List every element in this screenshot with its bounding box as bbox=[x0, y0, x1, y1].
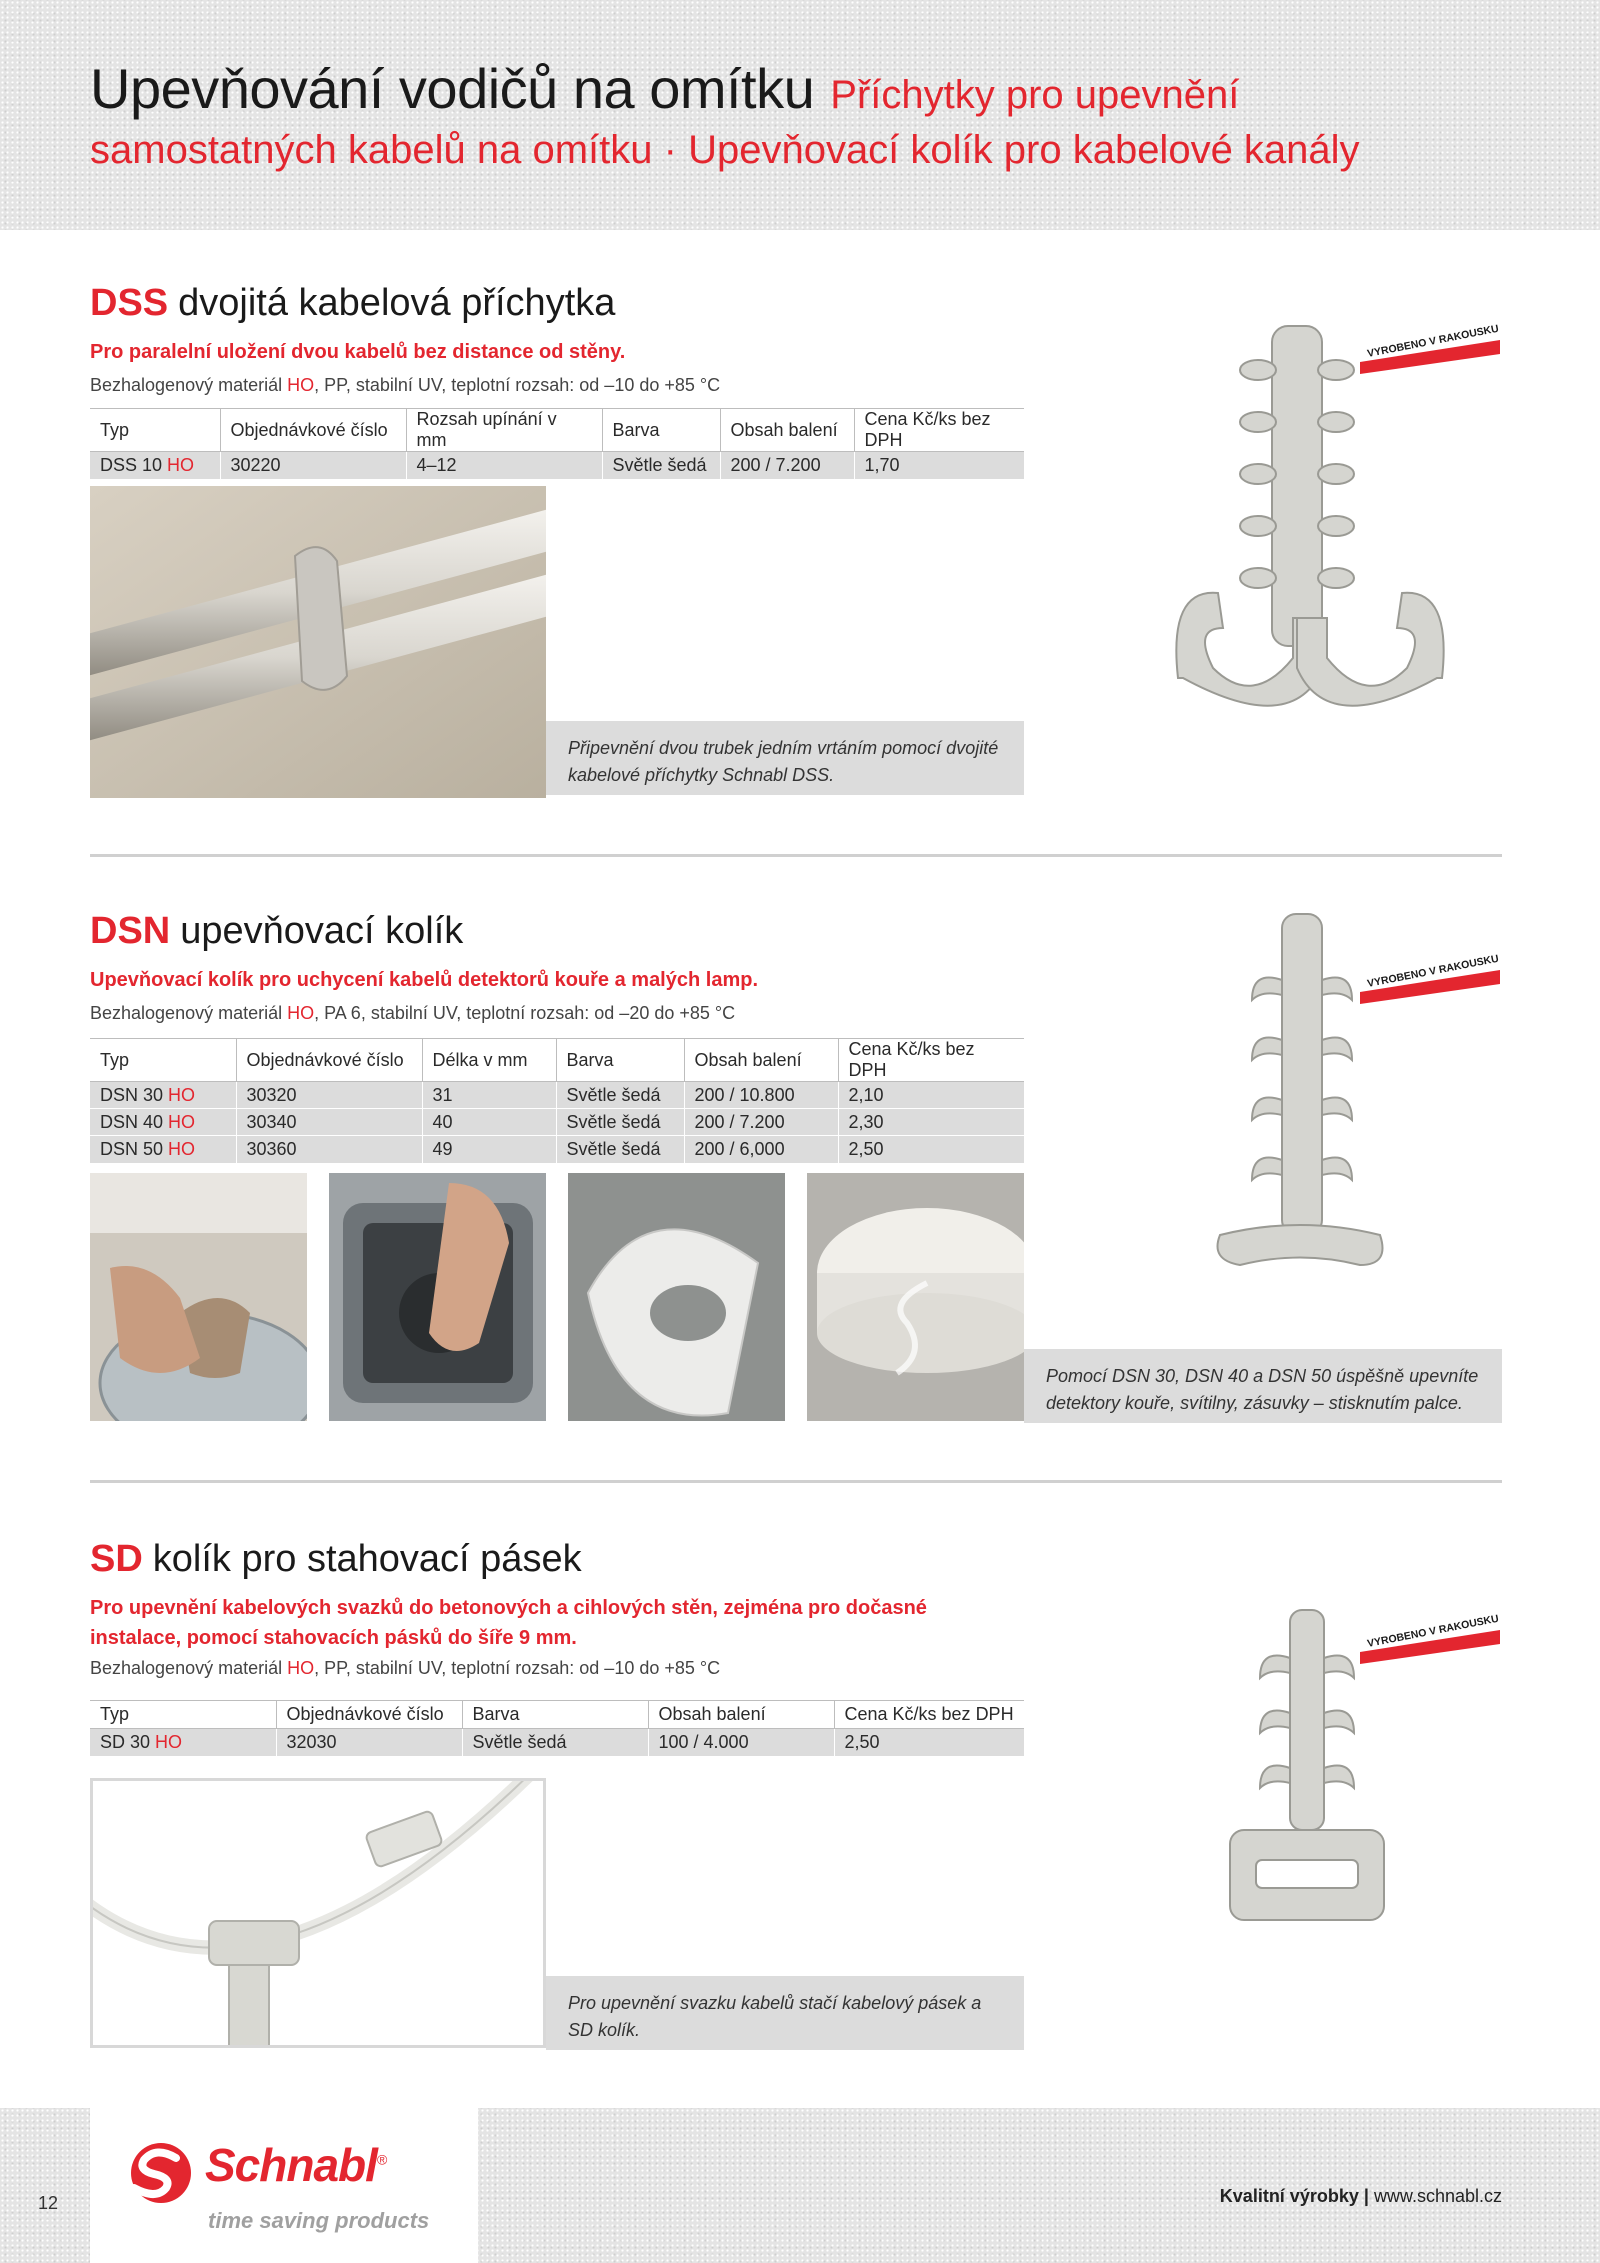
sd-title bbox=[90, 1538, 582, 1581]
dsn-photo-socket-image bbox=[329, 1173, 546, 1421]
dsn-code: DSN bbox=[90, 910, 171, 952]
dsn-cell-color: Světle šedá bbox=[556, 1136, 684, 1163]
dss-caption: Připevnění dvou trubek jedním vrtáním pomocí dvojité kabelové příchytky Schnabl DSS. bbox=[546, 721, 1024, 795]
dsn-cell-color: Světle šedá bbox=[556, 1109, 684, 1136]
dsn-photo-lamp bbox=[90, 1173, 307, 1421]
dsn-col-color: Barva bbox=[556, 1039, 684, 1082]
dss-type-text: DSS 10 bbox=[100, 454, 168, 475]
dss-col-order: Objednávkové číslo bbox=[220, 409, 406, 452]
dsn-cell-type bbox=[90, 1136, 236, 1163]
dss-title bbox=[90, 282, 615, 325]
dss-photo bbox=[90, 486, 546, 798]
dsn-col-pack: Obsah balení bbox=[684, 1039, 838, 1082]
sd-type-ho: HO bbox=[155, 1731, 183, 1752]
dsn-photo-smoke-detector bbox=[807, 1173, 1024, 1421]
made-in-austria-badge bbox=[1360, 318, 1500, 374]
sd-col-color: Barva bbox=[462, 1701, 648, 1729]
dsn-cell-order: 30320 bbox=[236, 1082, 422, 1109]
sd-photo bbox=[90, 1778, 546, 2048]
sd-cell-type bbox=[90, 1729, 276, 1756]
sd-photo-image bbox=[93, 1781, 543, 2045]
dss-type-ho: HO bbox=[167, 454, 195, 475]
sd-caption: Pro upevnění svazku kabelů stačí kabelový pásek a SD kolík. bbox=[546, 1976, 1024, 2050]
dsn-photo-lamp-image bbox=[90, 1173, 307, 1421]
page-subtitle-part1: Příchytky pro upevnění bbox=[830, 73, 1240, 117]
footer-website-link[interactable]: www.schnabl.cz bbox=[1373, 2186, 1502, 2206]
logo-wordmark bbox=[205, 2138, 386, 2192]
dsn-cell-price: 2,10 bbox=[838, 1082, 1024, 1109]
sd-code: SD bbox=[90, 1538, 143, 1580]
dss-col-color: Barva bbox=[602, 409, 720, 452]
dss-material-ho: HO bbox=[287, 375, 315, 395]
sd-material-ho: HO bbox=[287, 1658, 315, 1678]
dss-product-image bbox=[1120, 318, 1500, 748]
sd-cell-order: 32030 bbox=[276, 1729, 462, 1756]
dsn-type-ho: HO bbox=[168, 1138, 196, 1159]
dss-material-prefix: Bezhalogenový materiál bbox=[90, 375, 288, 395]
table-row bbox=[90, 1109, 1024, 1136]
sd-cell-color: Světle šedá bbox=[462, 1729, 648, 1756]
page-footer bbox=[0, 2108, 1600, 2263]
sd-type-text: SD 30 bbox=[100, 1731, 156, 1752]
dsn-material-prefix: Bezhalogenový materiál bbox=[90, 1003, 288, 1023]
dsn-type-text: DSN 30 bbox=[100, 1084, 169, 1105]
dss-col-price: Cena Kč/ks bez DPH bbox=[854, 409, 1024, 452]
dsn-lead: Upevňovací kolík pro uchycení kabelů detektorů kouře a malých lamp. bbox=[90, 969, 758, 991]
dsn-name: upevňovací kolík bbox=[180, 910, 464, 952]
sd-spec-table bbox=[90, 1700, 1024, 1756]
dsn-material bbox=[90, 1003, 735, 1024]
dsn-cell-order: 30340 bbox=[236, 1109, 422, 1136]
dss-cell-pack: 200 / 7.200 bbox=[720, 452, 854, 479]
dsn-col-order: Objednávkové číslo bbox=[236, 1039, 422, 1082]
dsn-col-type: Typ bbox=[90, 1039, 236, 1082]
sd-col-order: Objednávkové číslo bbox=[276, 1701, 462, 1729]
table-row bbox=[90, 1082, 1024, 1109]
dsn-cell-color: Světle šedá bbox=[556, 1082, 684, 1109]
sd-material-prefix: Bezhalogenový materiál bbox=[90, 1658, 288, 1678]
dsn-type-text: DSN 40 bbox=[100, 1111, 169, 1132]
dss-col-type: Typ bbox=[90, 409, 220, 452]
dsn-spec-table bbox=[90, 1038, 1024, 1163]
dsn-type-ho: HO bbox=[168, 1084, 196, 1105]
dsn-material-suffix: , PA 6, stabilní UV, teplotní rozsah: od –20 do +85 °C bbox=[314, 1003, 736, 1023]
schnabl-logo-icon bbox=[126, 2138, 196, 2208]
dss-cell-type bbox=[90, 452, 220, 479]
section-divider bbox=[90, 1480, 1502, 1483]
section-dsn bbox=[90, 910, 1502, 1430]
footer-separator: | bbox=[1363, 2186, 1369, 2206]
dsn-cell-pack: 200 / 7.200 bbox=[684, 1109, 838, 1136]
dsn-photo-base-image bbox=[568, 1173, 785, 1421]
sd-cell-price: 2,50 bbox=[834, 1729, 1024, 1756]
page-title bbox=[90, 56, 1239, 121]
dsn-col-price: Cena Kč/ks bez DPH bbox=[838, 1039, 1024, 1082]
section-divider bbox=[90, 854, 1502, 857]
badge-text: VYROBENO V RAKOUSKU bbox=[1366, 1612, 1500, 1650]
table-row bbox=[90, 1729, 1024, 1756]
dss-lead: Pro paralelní uložení dvou kabelů bez distance od stěny. bbox=[90, 341, 626, 363]
dss-cell-price: 1,70 bbox=[854, 452, 1024, 479]
sd-col-type: Typ bbox=[90, 1701, 276, 1729]
dss-table-header bbox=[90, 409, 1024, 452]
dsn-cell-length: 40 bbox=[422, 1109, 556, 1136]
dsn-material-ho: HO bbox=[287, 1003, 315, 1023]
dss-material bbox=[90, 375, 720, 396]
sd-table-header bbox=[90, 1701, 1024, 1729]
badge-text: VYROBENO V RAKOUSKU bbox=[1366, 322, 1500, 360]
section-dss bbox=[90, 282, 1502, 802]
dsn-cell-type bbox=[90, 1109, 236, 1136]
page-number: 12 bbox=[38, 2193, 59, 2213]
footer-info bbox=[1220, 2186, 1502, 2207]
dsn-cell-price: 2,50 bbox=[838, 1136, 1024, 1163]
dss-material-suffix: , PP, stabilní UV, teplotní rozsah: od –10 do +85 °C bbox=[314, 375, 721, 395]
sd-material-suffix: , PP, stabilní UV, teplotní rozsah: od –10 do +85 °C bbox=[314, 1658, 721, 1678]
sd-col-price: Cena Kč/ks bez DPH bbox=[834, 1701, 1024, 1729]
dsn-cell-length: 49 bbox=[422, 1136, 556, 1163]
logo-name: Schnabl bbox=[205, 2139, 377, 2191]
sd-cell-pack: 100 / 4.000 bbox=[648, 1729, 834, 1756]
dss-code: DSS bbox=[90, 282, 169, 324]
table-row bbox=[90, 452, 1024, 479]
dsn-cell-type bbox=[90, 1082, 236, 1109]
dsn-cell-order: 30360 bbox=[236, 1136, 422, 1163]
dss-cell-color: Světle šedá bbox=[602, 452, 720, 479]
sd-name: kolík pro stahovací pásek bbox=[152, 1538, 582, 1580]
dss-col-range: Rozsah upínání v mm bbox=[406, 409, 602, 452]
dsn-type-ho: HO bbox=[168, 1111, 196, 1132]
dsn-table-header bbox=[90, 1039, 1024, 1082]
dss-photo-image bbox=[90, 486, 546, 798]
dsn-title bbox=[90, 910, 463, 953]
dsn-photo-base bbox=[568, 1173, 785, 1421]
sd-lead: Pro upevnění kabelových svazků do betonových a cihlových stěn, zejména pro dočasné instalace, pomocí stahovacích pásků do šíře 9 mm. bbox=[90, 1597, 927, 1649]
dss-spec-table bbox=[90, 408, 1024, 479]
made-in-austria-badge bbox=[1360, 1608, 1500, 1664]
page-subtitle-part2: samostatných kabelů na omítku · Upevňovací kolík pro kabelové kanály bbox=[90, 128, 1360, 172]
badge-text: VYROBENO V RAKOUSKU bbox=[1366, 952, 1500, 990]
dsn-cell-pack: 200 / 6,000 bbox=[684, 1136, 838, 1163]
dsn-caption: Pomocí DSN 30, DSN 40 a DSN 50 úspěšně upevníte detektory kouře, svítilny, zásuvky – stisknutím palce. bbox=[1024, 1349, 1502, 1423]
sd-col-pack: Obsah balení bbox=[648, 1701, 834, 1729]
page-title-text: Upevňování vodičů na omítku bbox=[90, 57, 815, 120]
dss-col-pack: Obsah balení bbox=[720, 409, 854, 452]
dsn-photo-smoke-detector-image bbox=[807, 1173, 1024, 1421]
page-header bbox=[0, 0, 1600, 230]
dsn-photo-socket bbox=[329, 1173, 546, 1421]
made-in-austria-badge bbox=[1360, 948, 1500, 1004]
dss-cell-range: 4–12 bbox=[406, 452, 602, 479]
dss-cell-order: 30220 bbox=[220, 452, 406, 479]
dsn-cell-pack: 200 / 10.800 bbox=[684, 1082, 838, 1109]
table-row bbox=[90, 1136, 1024, 1163]
dsn-cell-price: 2,30 bbox=[838, 1109, 1024, 1136]
dsn-type-text: DSN 50 bbox=[100, 1138, 169, 1159]
dss-name: dvojitá kabelová příchytka bbox=[178, 282, 616, 324]
section-sd bbox=[90, 1538, 1502, 2058]
dsn-col-length: Délka v mm bbox=[422, 1039, 556, 1082]
logo-tagline: time saving products bbox=[208, 2208, 430, 2233]
footer-quality: Kvalitní výrobky bbox=[1219, 2186, 1359, 2206]
sd-material bbox=[90, 1658, 720, 1679]
dsn-cell-length: 31 bbox=[422, 1082, 556, 1109]
logo-registered-mark: ® bbox=[376, 2151, 387, 2168]
brand-logo[interactable] bbox=[90, 2108, 478, 2263]
